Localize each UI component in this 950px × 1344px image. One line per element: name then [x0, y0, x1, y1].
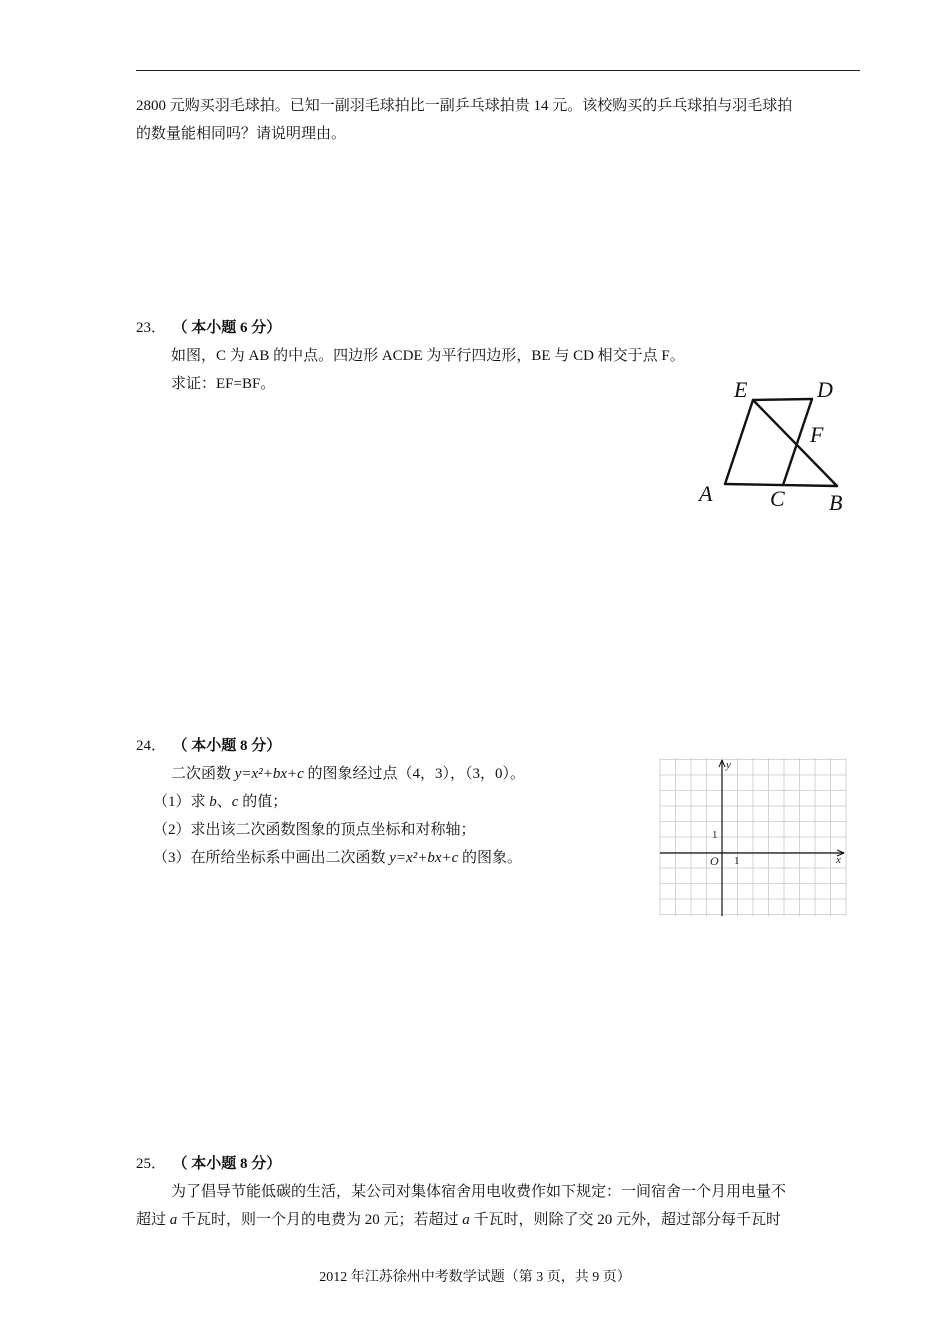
- q23-figure: [690, 370, 860, 520]
- label-a: A: [699, 481, 713, 506]
- segment-eb: [753, 400, 837, 486]
- x-axis-label: x: [836, 854, 841, 866]
- q24-intro: 二次函数 y=x²+bx+c 的图象经过点（4，3），（3，0）。: [171, 766, 526, 782]
- y-axis-label: y: [726, 759, 731, 771]
- q24-function: y=x²+bx+c: [234, 766, 304, 782]
- q24-part2: （2）求出该二次函数图象的顶点坐标和对称轴；: [153, 822, 476, 838]
- q24-part1: （1）求 b、c 的值；: [153, 794, 288, 810]
- q24-heading: [136, 736, 281, 756]
- q24-coordinate-grid: [658, 756, 848, 918]
- segment-dc: [783, 399, 812, 485]
- q25-heading: [136, 1154, 281, 1174]
- q24-function-2: y=x²+bx+c: [389, 850, 459, 866]
- q25-line2: 超过 a 千瓦时，则一个月的电费为 20 元；若超过 a 千瓦时，则除了交 20 元外，超过部分每千瓦时: [136, 1212, 782, 1228]
- page-footer: 2012 年江苏徐州中考数学试题（第 3 页，共 9 页）: [319, 1270, 631, 1285]
- q25-number: 25．: [136, 1156, 167, 1172]
- label-f: F: [810, 422, 824, 447]
- q22-line1: 2800 元购买羽毛球拍。已知一副羽毛球拍比一副乒乓球拍贵 14 元。该校购买的乒乓球拍与羽毛球拍: [136, 98, 793, 114]
- q22-text: [136, 92, 860, 148]
- q23-points: （ 本小题 6 分）: [180, 320, 282, 336]
- q23-prove: 求证：EF=BF。: [171, 376, 276, 392]
- header-rule: [136, 70, 860, 71]
- segment-ed: [753, 399, 812, 400]
- q22-line2: 的数量能相同吗？请说明理由。: [136, 126, 347, 142]
- label-e: E: [734, 377, 748, 402]
- label-c: C: [770, 486, 785, 511]
- q24-part3: （3）在所给坐标系中画出二次函数 y=x²+bx+c 的图象。: [153, 850, 523, 866]
- q24-points: （ 本小题 8 分）: [180, 738, 282, 754]
- label-b: B: [829, 490, 843, 515]
- q25-line1: 为了倡导节能低碳的生活，某公司对集体宿舍用电收费作如下规定：一间宿舍一个月用电量不: [171, 1184, 787, 1200]
- q23-heading: [136, 318, 281, 338]
- q25-points: （ 本小题 8 分）: [180, 1156, 282, 1172]
- q23-number: 23．: [136, 320, 167, 336]
- segment-ea: [725, 400, 753, 484]
- q23-statement: 如图，C 为 AB 的中点。四边形 ACDE 为平行四边形，BE 与 CD 相交于点 F。: [171, 348, 685, 364]
- origin-label: O: [710, 854, 719, 868]
- x-tick-label: 1: [734, 855, 740, 867]
- y-tick-label: 1: [712, 829, 718, 841]
- q24-number: 24．: [136, 738, 167, 754]
- label-d: D: [817, 377, 833, 402]
